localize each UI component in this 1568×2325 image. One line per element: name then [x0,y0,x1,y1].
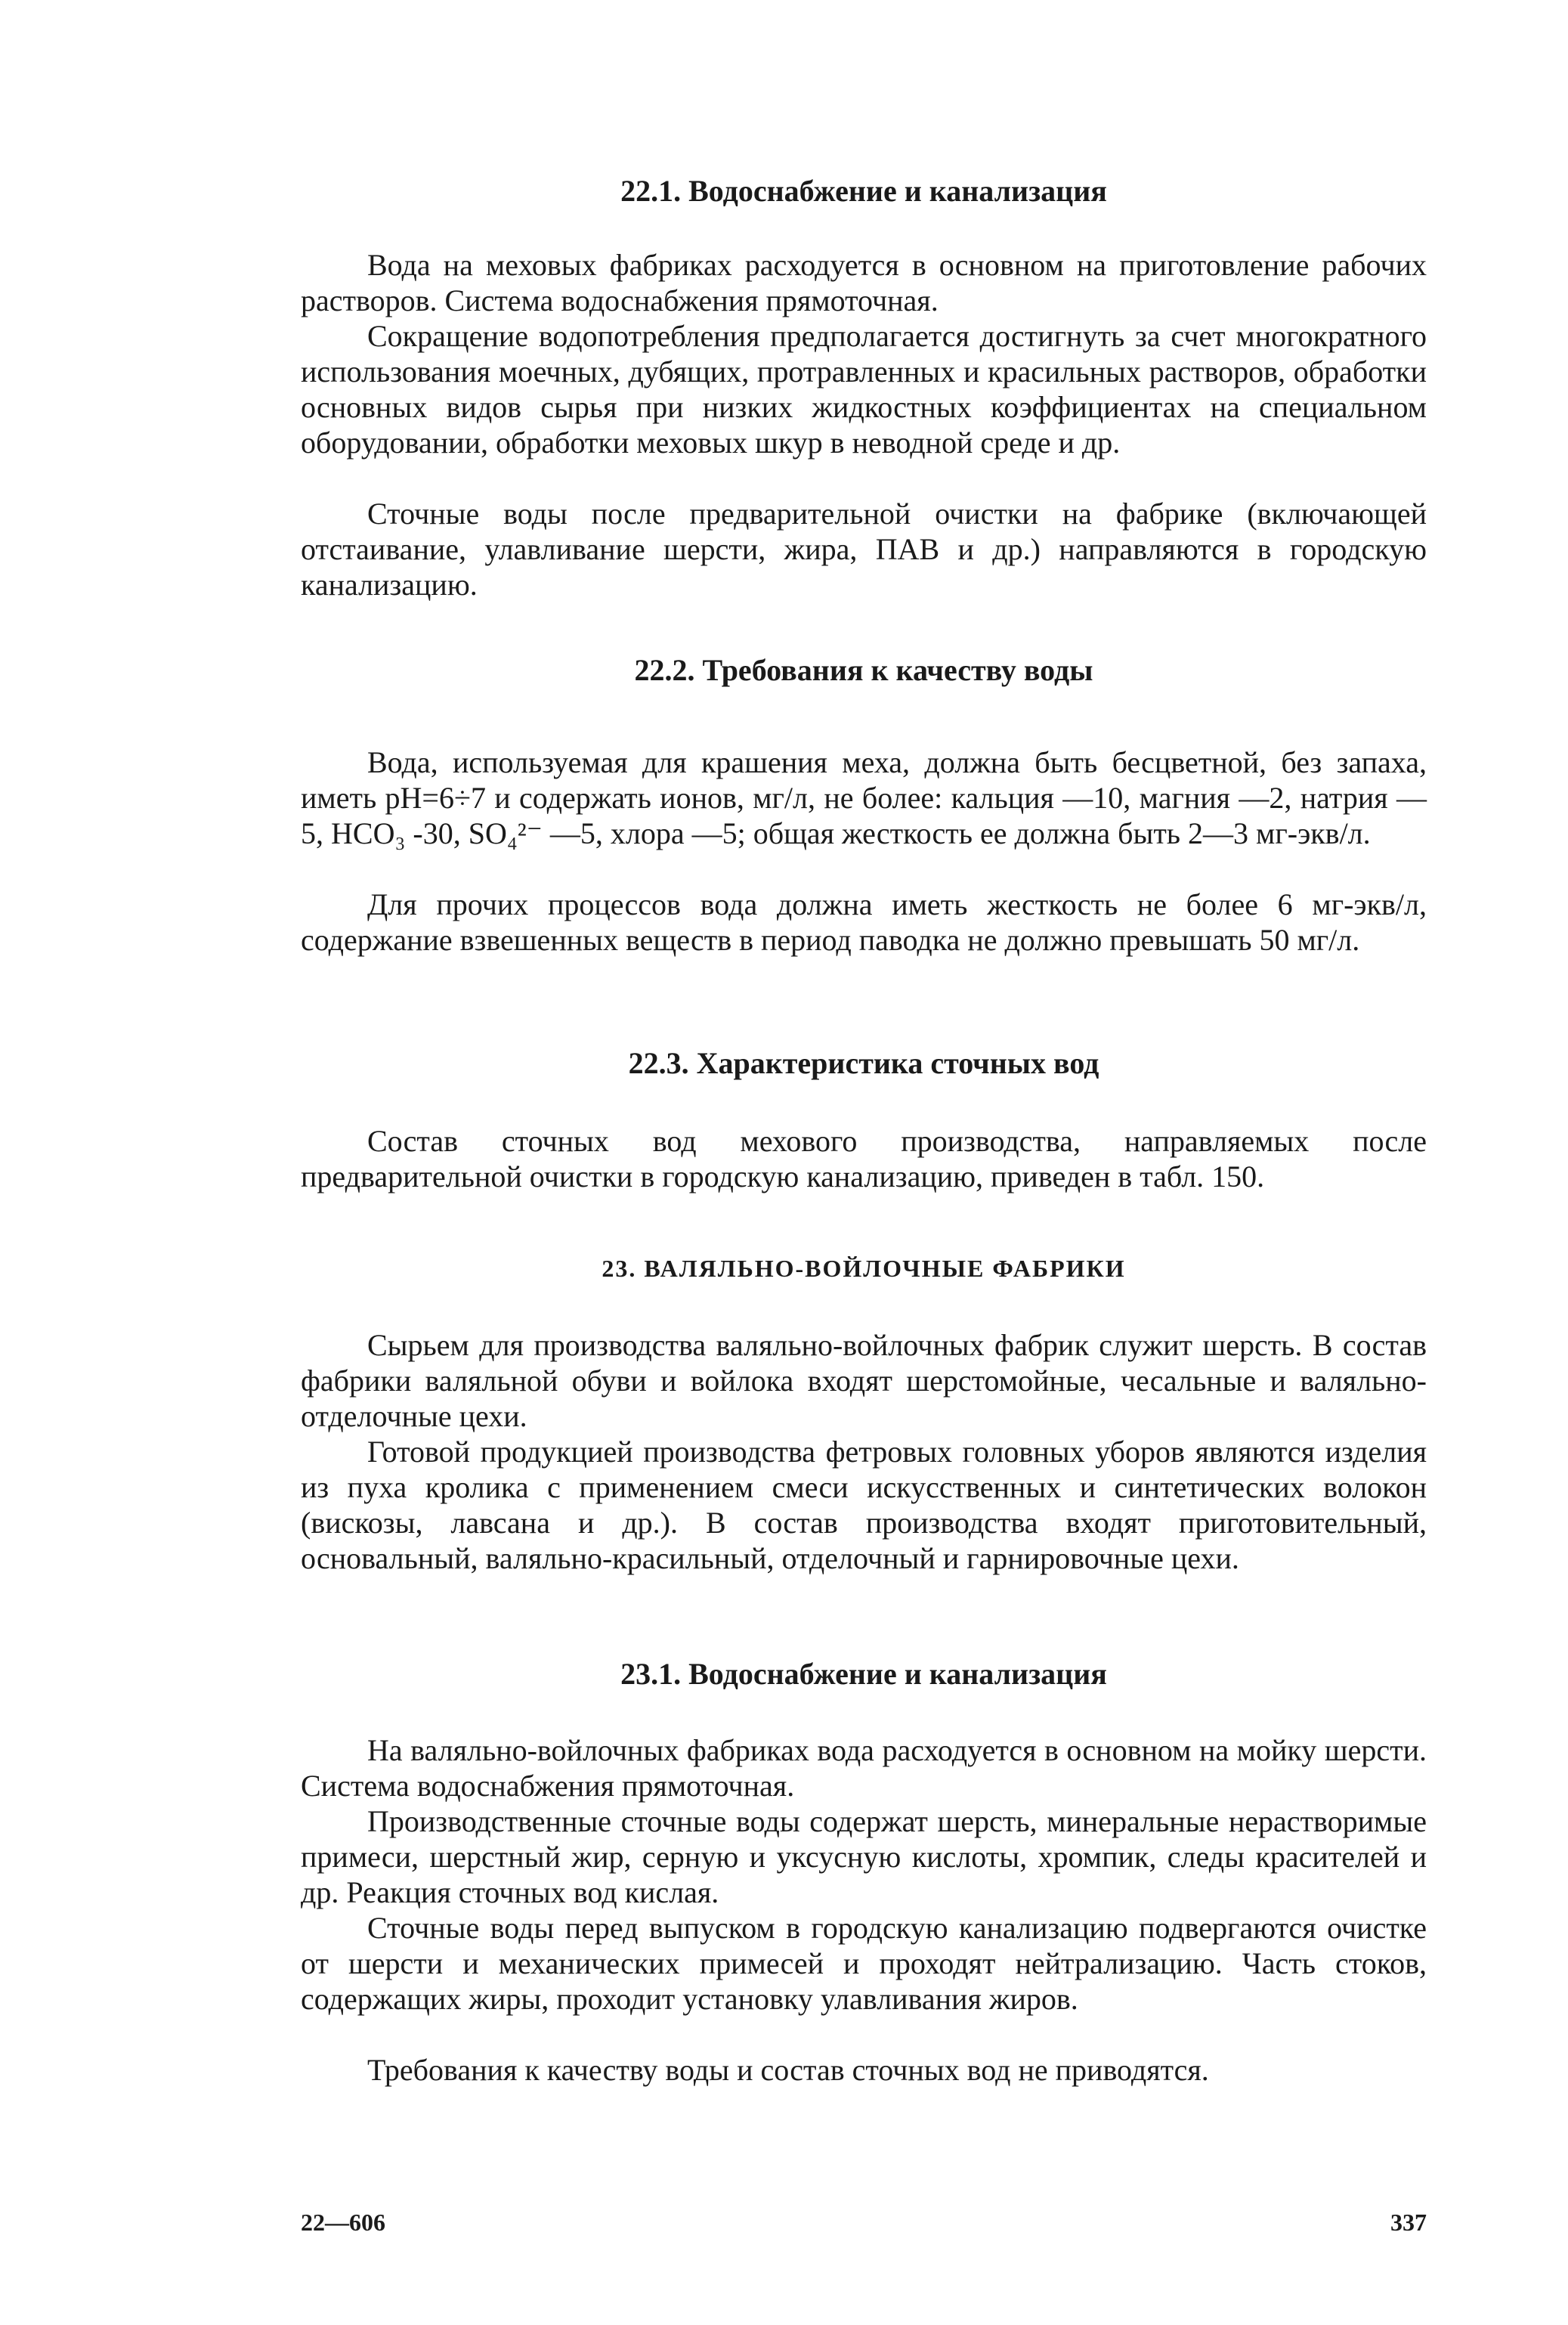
heading-23-1: 23.1. Водоснабжение и канализация [620,1657,1107,1691]
heading-23: 23. ВАЛЯЛЬНО-ВОЙЛОЧНЫЕ ФАБРИКИ [602,1255,1126,1282]
printer-signature: 22—606 [301,2209,385,2236]
paragraph-22-2-2: Для прочих процессов вода должна иметь жесткость не более 6 мг-экв/л, содержание взвешенных веществ в период паводка не должно превышать 50 мг/л. [301,887,1427,957]
paragraph-22-1-3: Сточные воды после предварительной очистки на фабрике (включающей отстаивание, улавливание шерсти, жира, ПАВ и др.) направляются в городскую канализацию. [301,497,1427,602]
heading-22-3: 22.3. Характеристика сточных вод [628,1046,1099,1080]
paragraph-22-1-2: Сокращение водопотребления предполагается достигнуть за счет многократного использования моечных, дубящих, протравленных и красильных растворов, обработки основных видов сырья при низких жидкостных коэффициентах на специальном оборудовании, обработки меховых шкур в неводной среде и др. [301,319,1427,460]
heading-22-2: 22.2. Требования к качеству воды [634,653,1093,687]
paragraph-23-1-4: Требования к качеству воды и состав сточных вод не приводятся. [367,2053,1209,2087]
heading-22-1: 22.1. Водоснабжение и канализация [620,174,1107,208]
paragraph-22-2-1: Вода, используемая для крашения меха, должна быть бесцветной, без запаха, иметь pH=6÷7 и содержать ионов, мг/л, не более: кальция —10, магния —2, натрия —5, HCO₃ -30, SO₄²⁻ —5, хлора —5; общая жесткость ее должна быть 2—3 мг-экв/л. [301,745,1427,850]
paragraph-23-1-2: Производственные сточные воды содержат шерсть, минеральные нерастворимые примеси, шерстный жир, серную и уксусную кислоты, хромпик, следы красителей и др. Реакция сточных вод кислая. [301,1804,1427,1909]
paragraph-23-1-1: На валяльно-войлочных фабриках вода расходуется в основном на мойку шерсти. Система водоснабжения прямоточная. [301,1733,1427,1803]
paragraph-23-1-3: Сточные воды перед выпуском в городскую канализацию подвергаются очистке от шерсти и механических примесей и проходят нейтрализацию. Часть стоков, содержащих жиры, проходит установку улавливания жиров. [301,1911,1427,2016]
paragraph-22-1-1: Вода на меховых фабриках расходуется в основном на приготовление рабочих растворов. Система водоснабжения прямоточная. [301,248,1427,317]
paragraph-22-3-1: Состав сточных вод мехового производства, направляемых после предварительной очистки в городскую канализацию, приведен в табл. 150. [301,1124,1427,1193]
paragraph-23-1: Сырьем для производства валяльно-войлочных фабрик служит шерсть. В состав фабрики валяльной обуви и войлока входят шерстомойные, чесальные и валяльно-отделочные цехи. [301,1328,1427,1433]
document-page [301,0,1427,2325]
page-number: 337 [1390,2209,1427,2236]
paragraph-23-2: Готовой продукцией производства фетровых головных уборов являются изделия из пуха кролика с применением смеси искусственных и синтетических волокон (вискозы, лавсана и др.). В состав производства входят приготовительный, основальный, валяльно-красильный, отделочный и гарнировочные цехи. [301,1435,1427,1575]
